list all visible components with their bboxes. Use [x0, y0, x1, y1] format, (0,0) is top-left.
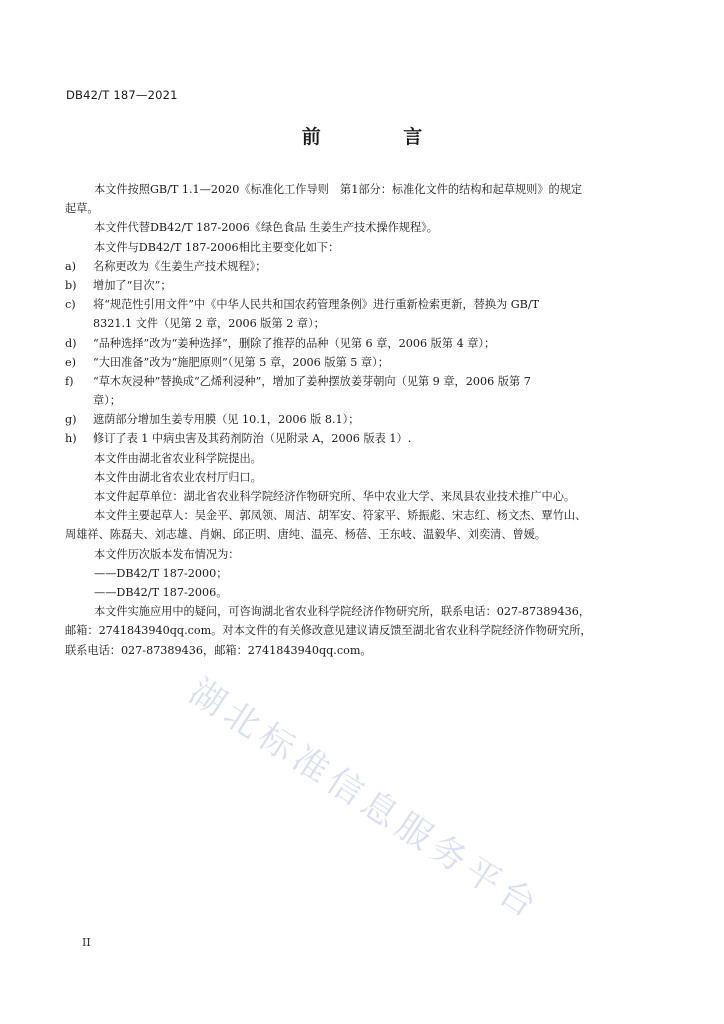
list-item-text: 遮荫部分增加生姜专用膜（见 10.1，2006 版 8.1）； — [93, 413, 360, 427]
list-marker: h) — [65, 432, 77, 446]
list-item — [65, 276, 640, 295]
list-item — [65, 295, 640, 314]
list-item-text: “品种选择”改为“姜种选择”，删除了推荐的品种（见第 6 章，2006 版第 4 章）； — [93, 336, 496, 350]
list-marker: e) — [65, 355, 76, 369]
list-item — [65, 257, 640, 276]
history-item: ——DB42/T 187-2000； — [94, 566, 228, 580]
list-item-text: 增加了“目次”； — [93, 278, 172, 292]
list-item-text: 将“规范性引用文件”中《中华人民共和国农药管理条例》进行重新检索更新，替换为 GB/T — [93, 298, 540, 312]
list-item-text: “草木灰浸种”替换成“乙烯利浸种”，增加了姜种摆放姜芽朝向（见第 9 章，2006 版第 7 — [93, 374, 531, 388]
paragraph-contact-line1: 本文件实施应用中的疑问，可咨询湖北省农业科学院经济作物研究所，联系电话：027-87389436， — [94, 605, 591, 619]
paragraph-drafters-line1: 本文件主要起草人：吴金平、郭凤领、周洁、胡军安、符家平、矫振彪、宋志红、杨文杰、覃竹山、 — [94, 509, 587, 523]
watermark: 湖北标准信息服务平台 — [181, 671, 548, 929]
list-marker: c) — [65, 298, 76, 312]
list-item — [65, 429, 640, 448]
history-item: ——DB42/T 187-2006。 — [94, 585, 228, 599]
paragraph-drafting-units: 本文件起草单位：湖北省农业科学院经济作物研究所、华中农业大学、来凤县农业技术推广中心。 — [94, 490, 576, 503]
page-number: II — [82, 936, 91, 949]
paragraph-owner: 本文件由湖北省农业农村厅归口。 — [94, 470, 262, 484]
list-marker: d) — [65, 336, 77, 350]
list-item — [65, 372, 640, 391]
list-item — [65, 353, 640, 372]
list-item-continuation — [65, 314, 640, 333]
list-item-text: 名称更改为《生姜生产技术规程》； — [93, 259, 267, 273]
paragraph-basis-line1: 本文件按照GB/T 1.1—2020《标准化工作导则 第1部分：标准化文件的结构和起草规则》的规定 — [94, 183, 583, 196]
list-item-text: “大田准备”改为“施肥原则”（见第 5 章，2006 版第 5 章）； — [93, 355, 389, 369]
paragraph-changes-intro: 本文件与DB42/T 187-2006相比主要变化如下： — [94, 240, 340, 254]
paragraph-proposer: 本文件由湖北省农业科学院提出。 — [94, 451, 262, 465]
paragraph-history-intro: 本文件历次版本发布情况为： — [94, 547, 240, 561]
list-item — [65, 410, 640, 429]
list-marker: f) — [65, 374, 74, 388]
paragraph-contact-line3: 联系电话：027-87389436，邮箱：2741843940qq.com。 — [65, 643, 372, 657]
list-marker: b) — [65, 278, 77, 292]
list-item — [65, 334, 640, 353]
list-item-continuation — [65, 391, 640, 410]
paragraph-basis-line2: 起草。 — [65, 202, 99, 216]
list-item-text: 8321.1 文件（见第 2 章，2006 版第 2 章）； — [93, 317, 325, 331]
foreword-body — [65, 180, 640, 660]
paragraph-drafters-line2: 周雄祥、陈磊夫、刘志雄、肖娴、邱正明、唐纯、温亮、杨蓓、王东岐、温毅华、刘奕清、曾媛。 — [65, 528, 547, 542]
paragraph-replaces: 本文件代替DB42/T 187-2006《绿色食品 生姜生产技术操作规程》。 — [94, 221, 438, 235]
list-item-text: 章）； — [93, 394, 121, 408]
paragraph-contact-line2: 邮箱：2741843940qq.com。对本文件的有关修改意见建议请反馈至湖北省农业科学院经济作物研究所， — [65, 624, 592, 638]
list-item-text: 修订了表 1 中病虫害及其药剂防治（见附录 A，2006 版表 1）. — [93, 432, 412, 446]
list-marker: a) — [65, 259, 77, 273]
page-title: 前 言 — [301, 126, 461, 148]
standard-code: DB42/T 187—2021 — [66, 88, 178, 102]
changes-list — [65, 257, 640, 449]
list-marker: g) — [65, 413, 77, 427]
